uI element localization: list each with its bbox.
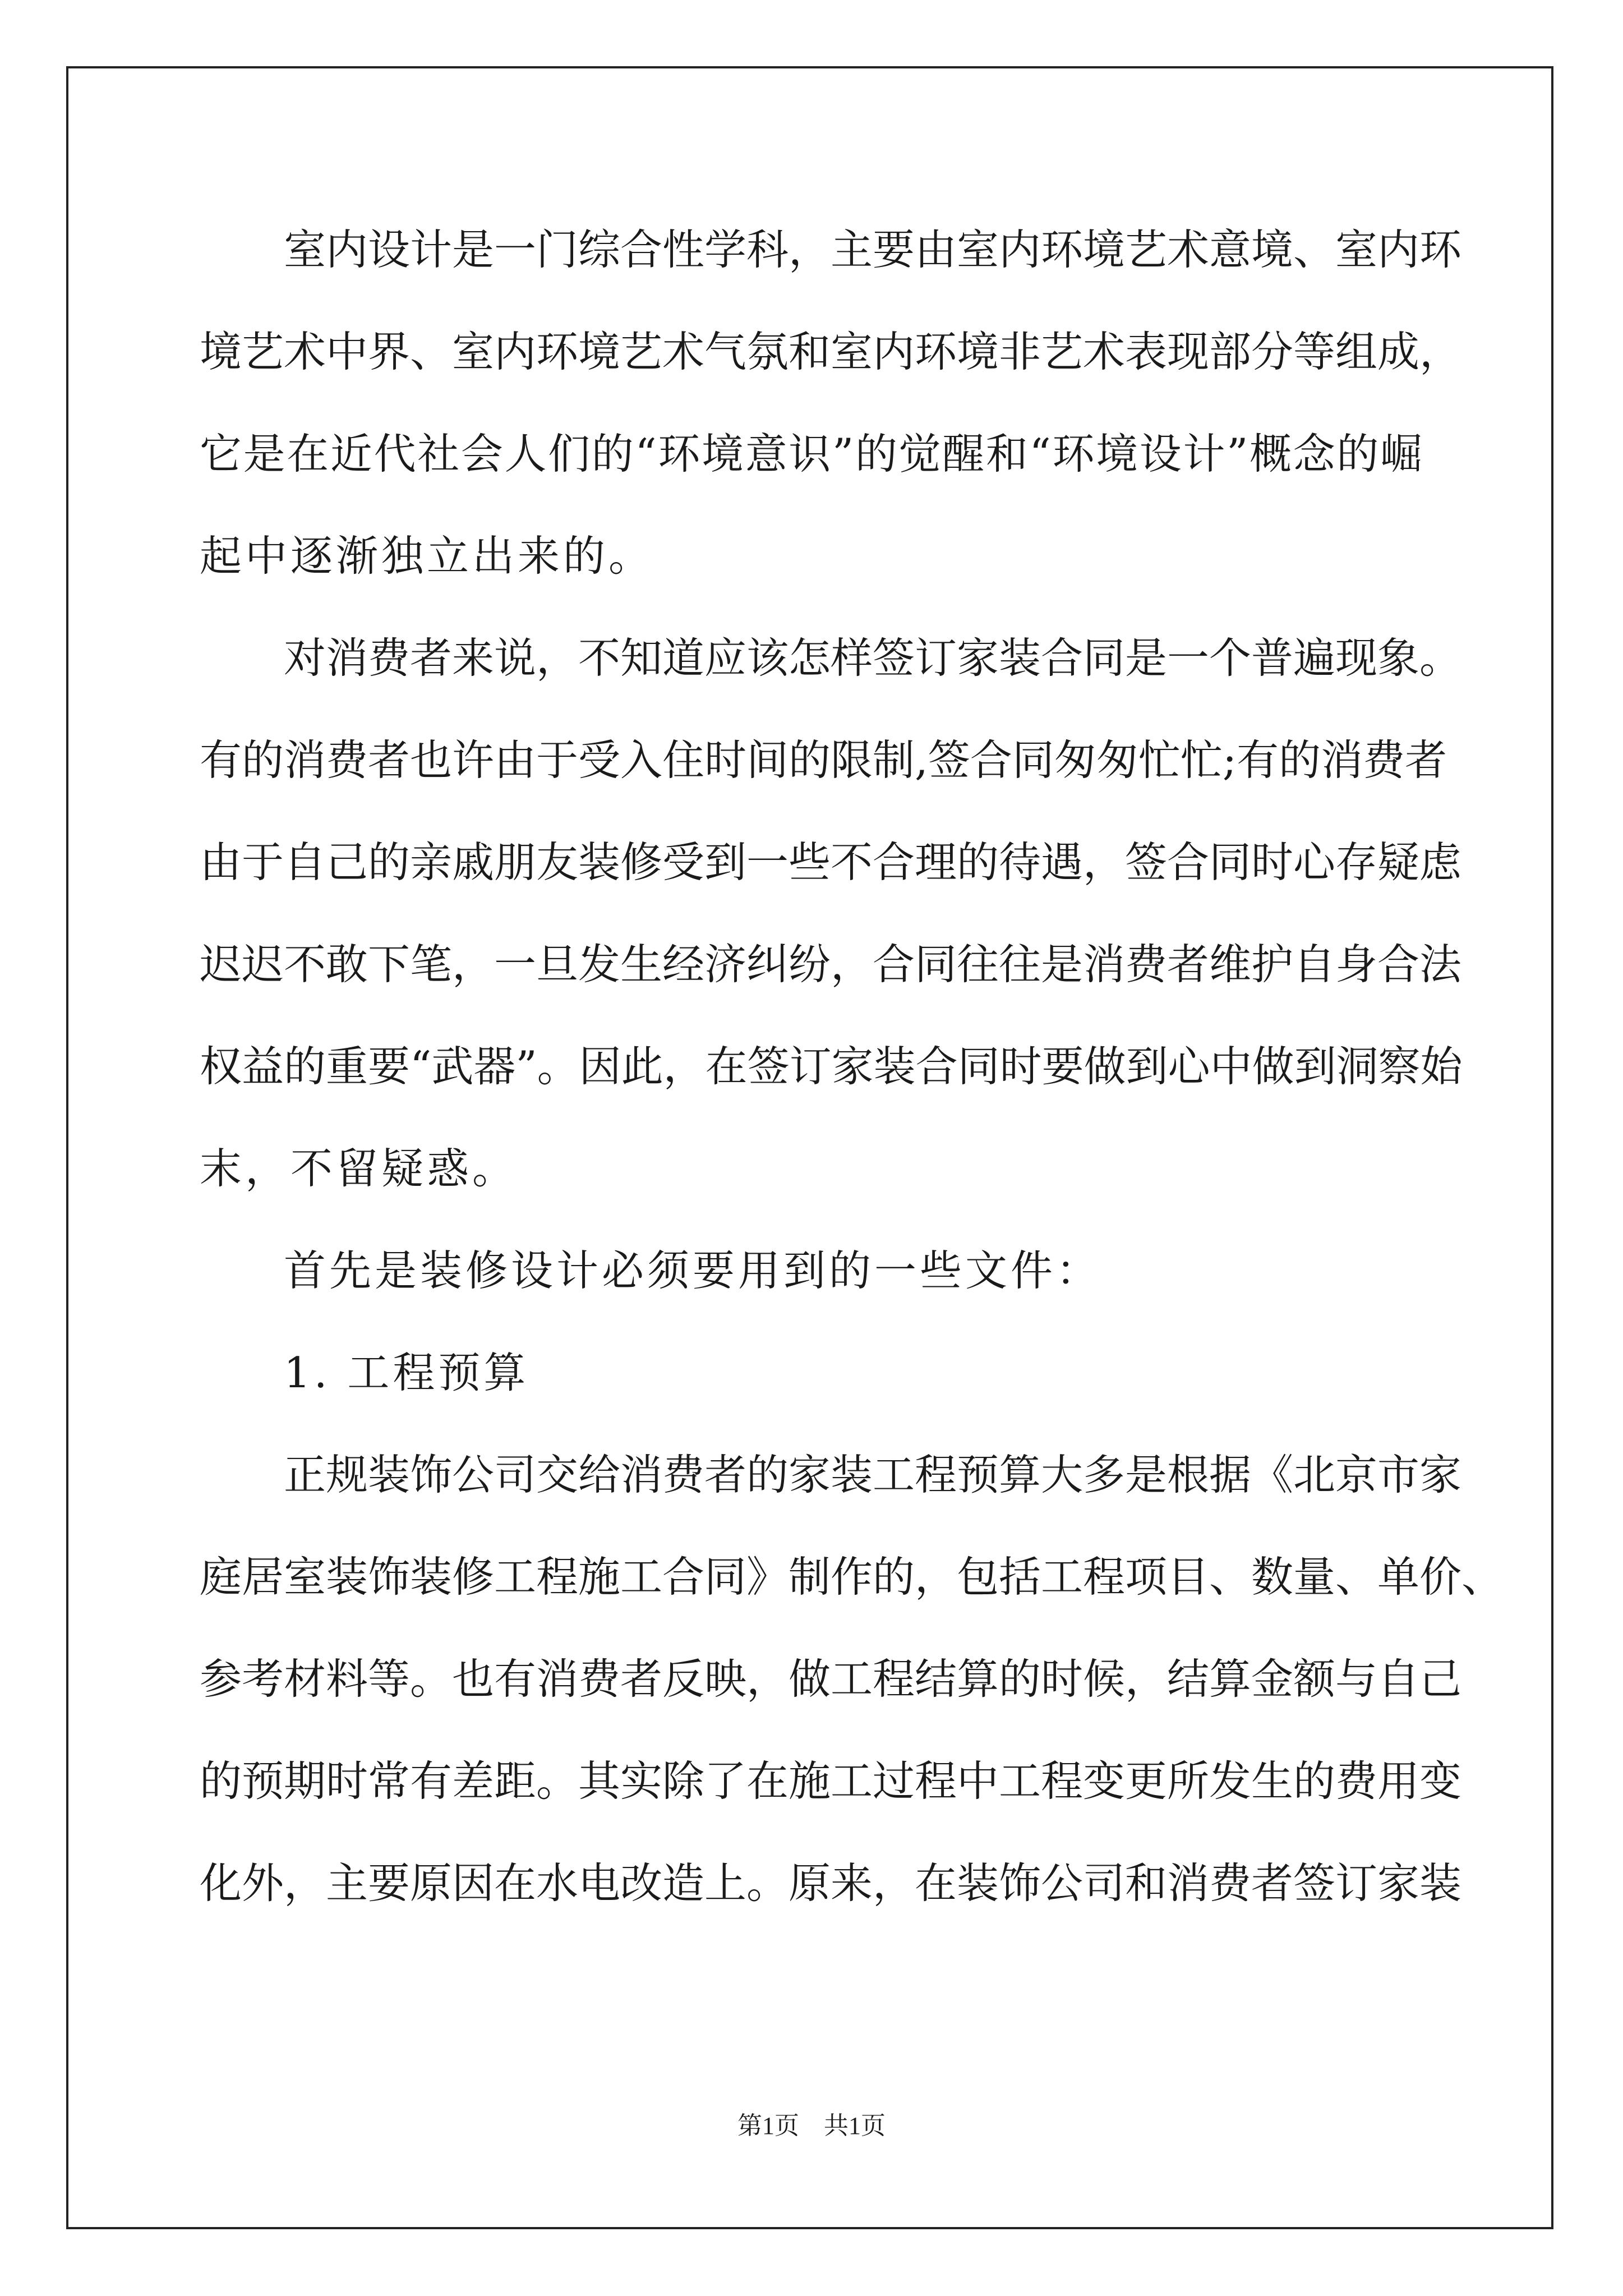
- paragraph-4-line-5: 化外，主要原因在水电改造上。原来，在装饰公司和消费者签订家装: [200, 1858, 1462, 1908]
- paragraph-4-line-1: 正规装饰公司交给消费者的家装工程预算大多是根据《北京市家: [284, 1450, 1462, 1499]
- section-heading: 1. 工程预算: [284, 1348, 529, 1397]
- paragraph-4-line-2: 庭居室装饰装修工程施工合同》制作的，包括工程项目、数量、单价、: [200, 1552, 1504, 1602]
- paragraph-1-line-4: 起中逐渐独立出来的。: [200, 531, 654, 581]
- paragraph-3-line-1: 首先是装修设计必须要用到的一些文件：: [284, 1246, 1102, 1295]
- paragraph-2-line-3: 由于自己的亲戚朋友装修受到一些不合理的待遇，签合同时心存疑虑: [200, 838, 1462, 887]
- page-footer: 第1页 共1页: [737, 2112, 886, 2139]
- paragraph-1-line-2: 境艺术中界、室内环境艺术气氛和室内环境非艺术表现部分等组成，: [200, 327, 1462, 376]
- paragraph-4-line-4: 的预期时常有差距。其实除了在施工过程中工程变更所发生的费用变: [200, 1756, 1462, 1806]
- paragraph-1-line-3: 它是在近代社会人们的“环境意识”的觉醒和“环境设计”概念的崛: [200, 429, 1422, 478]
- paragraph-2-line-5: 权益的重要“武器”。因此，在签订家装合同时要做到心中做到洞察始: [200, 1042, 1463, 1091]
- paragraph-2-line-6: 末，不留疑惑。: [200, 1144, 518, 1193]
- paragraph-1-line-1: 室内设计是一门综合性学科，主要由室内环境艺术意境、室内环: [284, 225, 1462, 274]
- paragraph-4-line-3: 参考材料等。也有消费者反映，做工程结算的时候，结算金额与自己: [200, 1654, 1462, 1704]
- paragraph-2-line-4: 迟迟不敢下笔，一旦发生经济纠纷，合同往往是消费者维护自身合法: [200, 940, 1462, 989]
- paragraph-2-line-2: 有的消费者也许由于受入住时间的限制,签合同匆匆忙忙;有的消费者: [200, 735, 1447, 785]
- paragraph-2-line-1: 对消费者来说，不知道应该怎样签订家装合同是一个普遍现象。: [284, 633, 1462, 683]
